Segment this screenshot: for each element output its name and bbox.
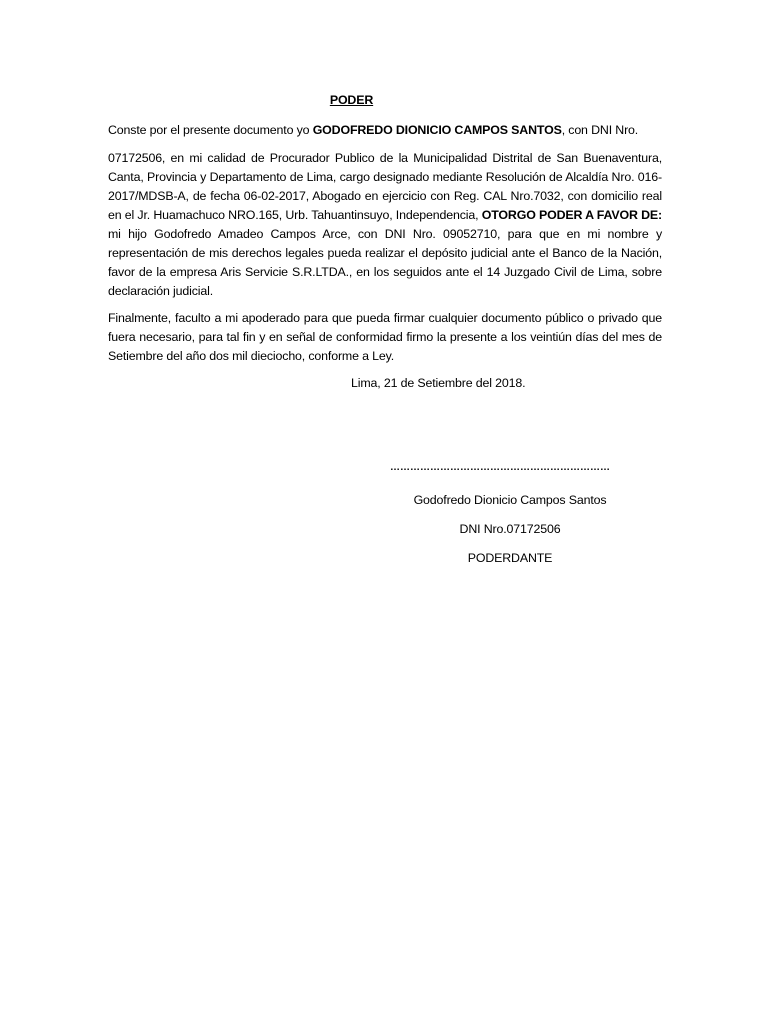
body-text-end: mi hijo Godofredo Amadeo Campos Arce, con DNI Nro. 09052710, para que en mi nombre y representación de mis derechos legales pueda realizar el depósito judicial ante el Banco de la Nación, favor de la empresa Aris Servicie S.R.LTDA., en los seguidos ante el 14 Juzgado Civil de Lima, sobre declaración judicial. [108,227,662,298]
signer-dni: DNI Nro.07172506 [459,522,561,536]
document-title: PODER [329,93,374,107]
body-text-start: 07172506, en mi calidad de Procurador Publico de la Municipalidad Distrital de San Buenaventura, Canta, Provincia y Departamento de Lima, cargo designado mediante Resolución de Alcaldía Nro. 016-2017/MDSB-A, de fecha 06-02-2017, Abogado en ejercicio con Reg. CAL Nro.7032, con domicilio real en el Jr. Huamachuco NRO.165, Urb. Tahuantinsuyo, Independencia, [108,151,662,222]
grantor-name: GODOFREDO DIONICIO CAMPOS SANTOS [312,123,562,137]
signer-role: PODERDANTE [467,551,553,565]
intro-text: Conste por el presente documento yo [108,123,313,137]
document-date: Lima, 21 de Setiembre del 2018. [351,376,526,390]
intro-paragraph [108,121,662,140]
closing-paragraph: Finalmente, faculto a mi apoderado para que pueda firmar cualquier documento público o privado que fuera necesario, para tal fin y en señal de conformidad firmo la presente a los veintiún días del mes de Setiembre del año dos mil dieciocho, conforme a Ley. [108,311,662,363]
intro-dni-text: , con DNI Nro. [561,123,639,137]
grant-power-heading: OTORGO PODER A FAVOR DE: [481,208,662,222]
body-paragraph [108,149,662,301]
signature-line: ………………………………………………………… [390,462,610,473]
signer-name: Godofredo Dionicio Campos Santos [413,493,607,507]
